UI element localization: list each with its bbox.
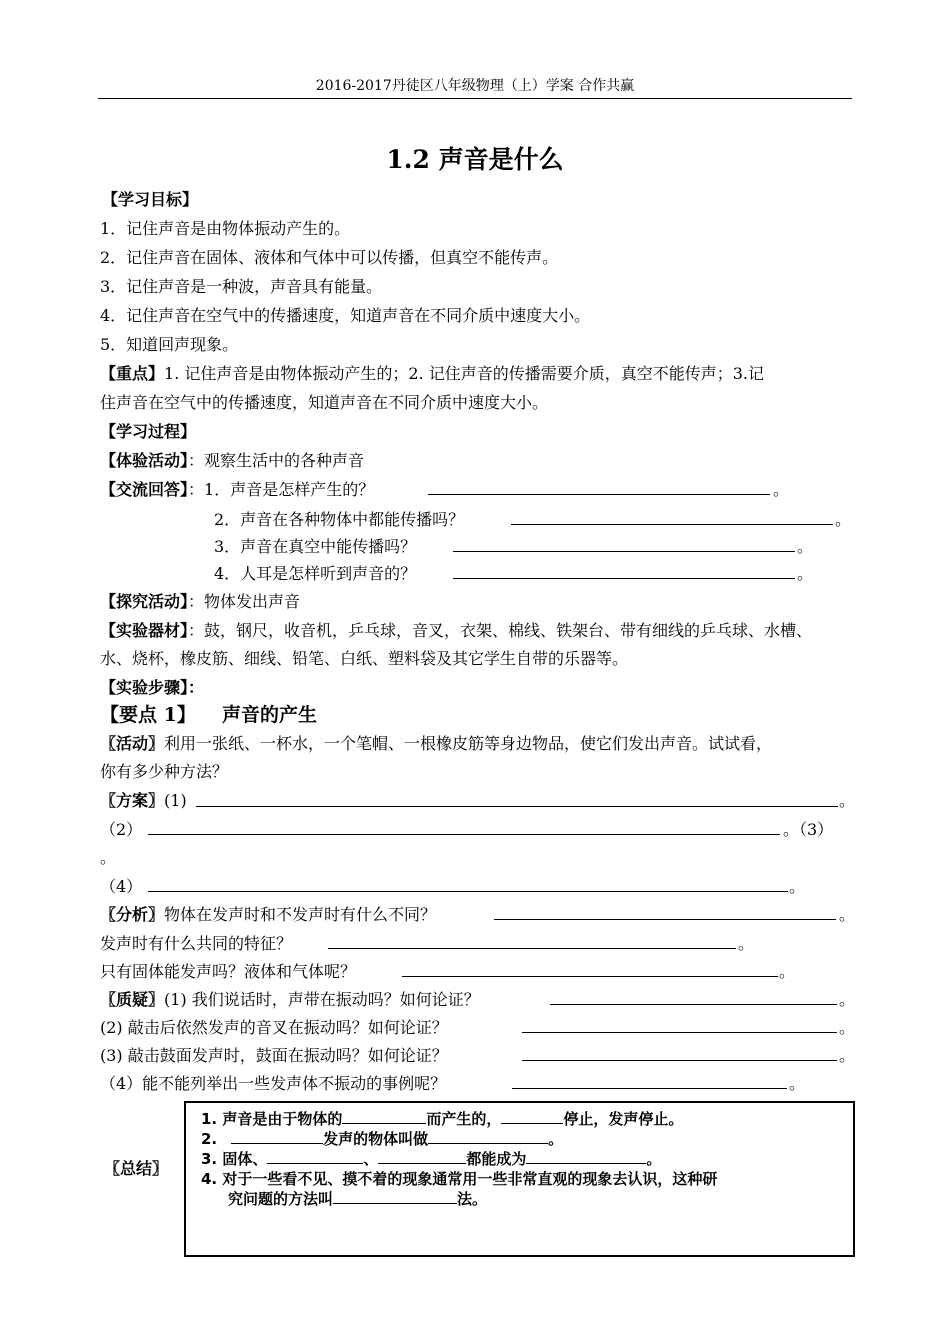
end-mark: 。 <box>738 934 755 953</box>
question-text: 4．人耳是怎样听到声音的？ <box>214 564 417 583</box>
end-mark: 。 <box>839 1018 856 1037</box>
summary-text: 究问题的方法叫 <box>228 1190 334 1208</box>
answer-blank[interactable] <box>522 1032 837 1033</box>
plan-blank[interactable] <box>196 806 838 807</box>
end-mark: 。 <box>839 905 856 924</box>
question-text: （4）能不能列举出一些发声体不振动的事例呢？ <box>100 1074 447 1093</box>
objective-item: 1．记住声音是由物体振动产生的。 <box>100 219 351 238</box>
summary-item-4-cont <box>228 1189 487 1209</box>
question-text: (3) 敲击鼓面发声时，鼓面在振动吗？如何论证？ <box>100 1046 448 1065</box>
steps-label: 【实验步骤】： <box>100 678 205 697</box>
summary-text: 都能成为 <box>466 1150 527 1168</box>
point1-title: 声音的产生 <box>222 704 318 726</box>
summary-blank[interactable] <box>428 1129 548 1144</box>
end-mark: 。 <box>797 564 814 583</box>
summary-blank[interactable] <box>526 1149 646 1164</box>
summary-blank[interactable] <box>501 1109 563 1124</box>
answer-blank[interactable] <box>328 948 736 949</box>
objective-item: 5．知道回声现象。 <box>100 335 239 354</box>
equipment-text: ：鼓，钢尺，收音机，乒乓球，音叉，衣架、棉线、铁架台、带有细线的乒乓球、水槽、 <box>188 621 813 640</box>
end-mark: 。 <box>100 848 117 867</box>
activity-label: 〖活动〗 <box>100 734 165 753</box>
summary-blank[interactable] <box>342 1109 426 1124</box>
summary-text: 发声的物体叫做 <box>323 1130 429 1148</box>
answer-blank[interactable] <box>402 976 778 977</box>
summary-blank[interactable] <box>231 1129 323 1144</box>
end-mark: 。 <box>779 962 796 981</box>
answer-blank[interactable] <box>494 919 836 920</box>
experience-line <box>100 449 364 473</box>
question-line1 <box>100 988 480 1012</box>
plan-number: （4） <box>100 877 143 896</box>
plan-blank[interactable] <box>148 891 788 892</box>
objectives-heading: 【学习目标】 <box>102 190 199 209</box>
analysis-question: 只有固体能发声吗？液体和气体呢？ <box>100 962 357 981</box>
summary-text: 、 <box>363 1150 379 1168</box>
explore-line <box>100 590 300 614</box>
end-mark: 。 <box>797 537 814 556</box>
analysis-question: 物体在发声时和不发声时有什么不同？ <box>164 905 437 924</box>
analysis-line1 <box>100 903 436 927</box>
end-mark: 。 <box>789 877 806 896</box>
question-text: 3．声音在真空中能传播吗？ <box>214 537 417 556</box>
question-text: (2) 敲击后依然发声的音叉在振动吗？如何论证？ <box>100 1018 448 1037</box>
objective-item: 2．记住声音在固体、液体和气体中可以传播，但真空不能传声。 <box>100 248 559 267</box>
question-label: 〖质疑〗 <box>100 990 165 1009</box>
question-text: ：1．声音是怎样产生的？ <box>188 480 375 499</box>
plan-line1 <box>100 789 187 813</box>
answer-blank[interactable] <box>453 578 795 579</box>
plan-number: (1) <box>164 791 187 810</box>
question-text: 2．声音在各种物体中都能传播吗？ <box>214 510 465 529</box>
plan-number: （2） <box>100 820 143 839</box>
plan-blank[interactable] <box>148 834 780 835</box>
summary-item-4: 4. 对于一些看不见、摸不着的现象通常用一些非常直观的现象去认识，这种研 <box>201 1170 718 1188</box>
answer-blank[interactable] <box>512 1088 787 1089</box>
analysis-label: 〖分析〗 <box>100 905 165 924</box>
activity-text: 利用一张纸、一杯水，一个笔帽、一根橡皮筋等身边物品，使它们发出声音。试试看， <box>164 734 773 753</box>
summary-text: 2. <box>201 1130 218 1148</box>
summary-text: 。 <box>548 1130 564 1148</box>
summary-blank[interactable] <box>333 1189 457 1204</box>
end-mark: 。 <box>773 480 790 499</box>
summary-item-2 <box>201 1129 563 1149</box>
process-heading: 【学习过程】 <box>100 422 197 441</box>
objective-item: 4．记住声音在空气中的传播速度，知道声音在不同介质中速度大小。 <box>100 306 591 325</box>
answer-blank[interactable] <box>522 1060 837 1061</box>
objective-item: 3．记住声音是一种波，声音具有能量。 <box>100 277 383 296</box>
page-header: 2016-2017丹徒区八年级物理（上）学案 合作共赢 <box>98 76 852 99</box>
answer-blank[interactable] <box>511 524 833 525</box>
end-mark: 。 <box>839 791 856 810</box>
summary-text: 停止，发声停止。 <box>563 1110 684 1128</box>
page-title: 1.2 声音是什么 <box>386 145 564 174</box>
explore-label: 【探究活动】 <box>100 592 189 611</box>
end-mark: 。 <box>789 1074 806 1093</box>
experience-text: ：观察生活中的各种声音 <box>188 451 365 470</box>
answer-blank[interactable] <box>550 1004 837 1005</box>
summary-text: 1. 声音是由于物体的 <box>201 1110 343 1128</box>
keypoints-line1 <box>100 362 764 386</box>
summary-item-1 <box>201 1109 683 1129</box>
summary-text: 而产生的， <box>426 1110 502 1128</box>
activity-line1 <box>100 732 772 756</box>
answer-blank[interactable] <box>428 494 770 495</box>
keypoints-label: 【重点】 <box>100 364 165 383</box>
summary-blank[interactable] <box>378 1149 466 1164</box>
equipment-line1 <box>100 619 812 643</box>
summary-text: 。 <box>646 1150 662 1168</box>
keypoints-text: 1. 记住声音是由物体振动产生的；2. 记住声音的传播需要介质，真空不能传声；3.记 <box>164 364 764 383</box>
analysis-question: 发声时有什么共同的特征？ <box>100 934 293 953</box>
equipment-line2: 水、烧杯，橡皮筋、细线、铅笔、白纸、塑料袋及其它学生自带的乐器等。 <box>100 649 629 668</box>
plan-label: 〖方案〗 <box>100 791 165 810</box>
equipment-label: 【实验器材】 <box>100 621 189 640</box>
point1-label: 【要点 1】 <box>100 704 196 726</box>
explore-text: ：物体发出声音 <box>188 592 301 611</box>
summary-text: 3. 固体、 <box>201 1150 268 1168</box>
experience-label: 【体验活动】 <box>100 451 189 470</box>
end-mark: 。 <box>839 1046 856 1065</box>
summary-item-3 <box>201 1149 661 1169</box>
answer-blank[interactable] <box>453 551 795 552</box>
summary-label: 〖总结〗 <box>104 1159 169 1178</box>
end-mark: 。 <box>835 510 852 529</box>
end-mark: 。 <box>839 990 856 1009</box>
question-text: (1) 我们说话时，声带在振动吗？如何论证？ <box>164 990 480 1009</box>
exchange-q1 <box>100 478 374 502</box>
summary-text: 法。 <box>457 1190 488 1208</box>
keypoints-line2: 住声音在空气中的传播速度，知道声音在不同介质中速度大小。 <box>100 393 549 412</box>
summary-blank[interactable] <box>267 1149 363 1164</box>
activity-line2: 你有多少种方法？ <box>100 762 229 781</box>
exchange-label: 【交流回答】 <box>100 480 189 499</box>
plan-number: 。（3） <box>783 820 834 839</box>
